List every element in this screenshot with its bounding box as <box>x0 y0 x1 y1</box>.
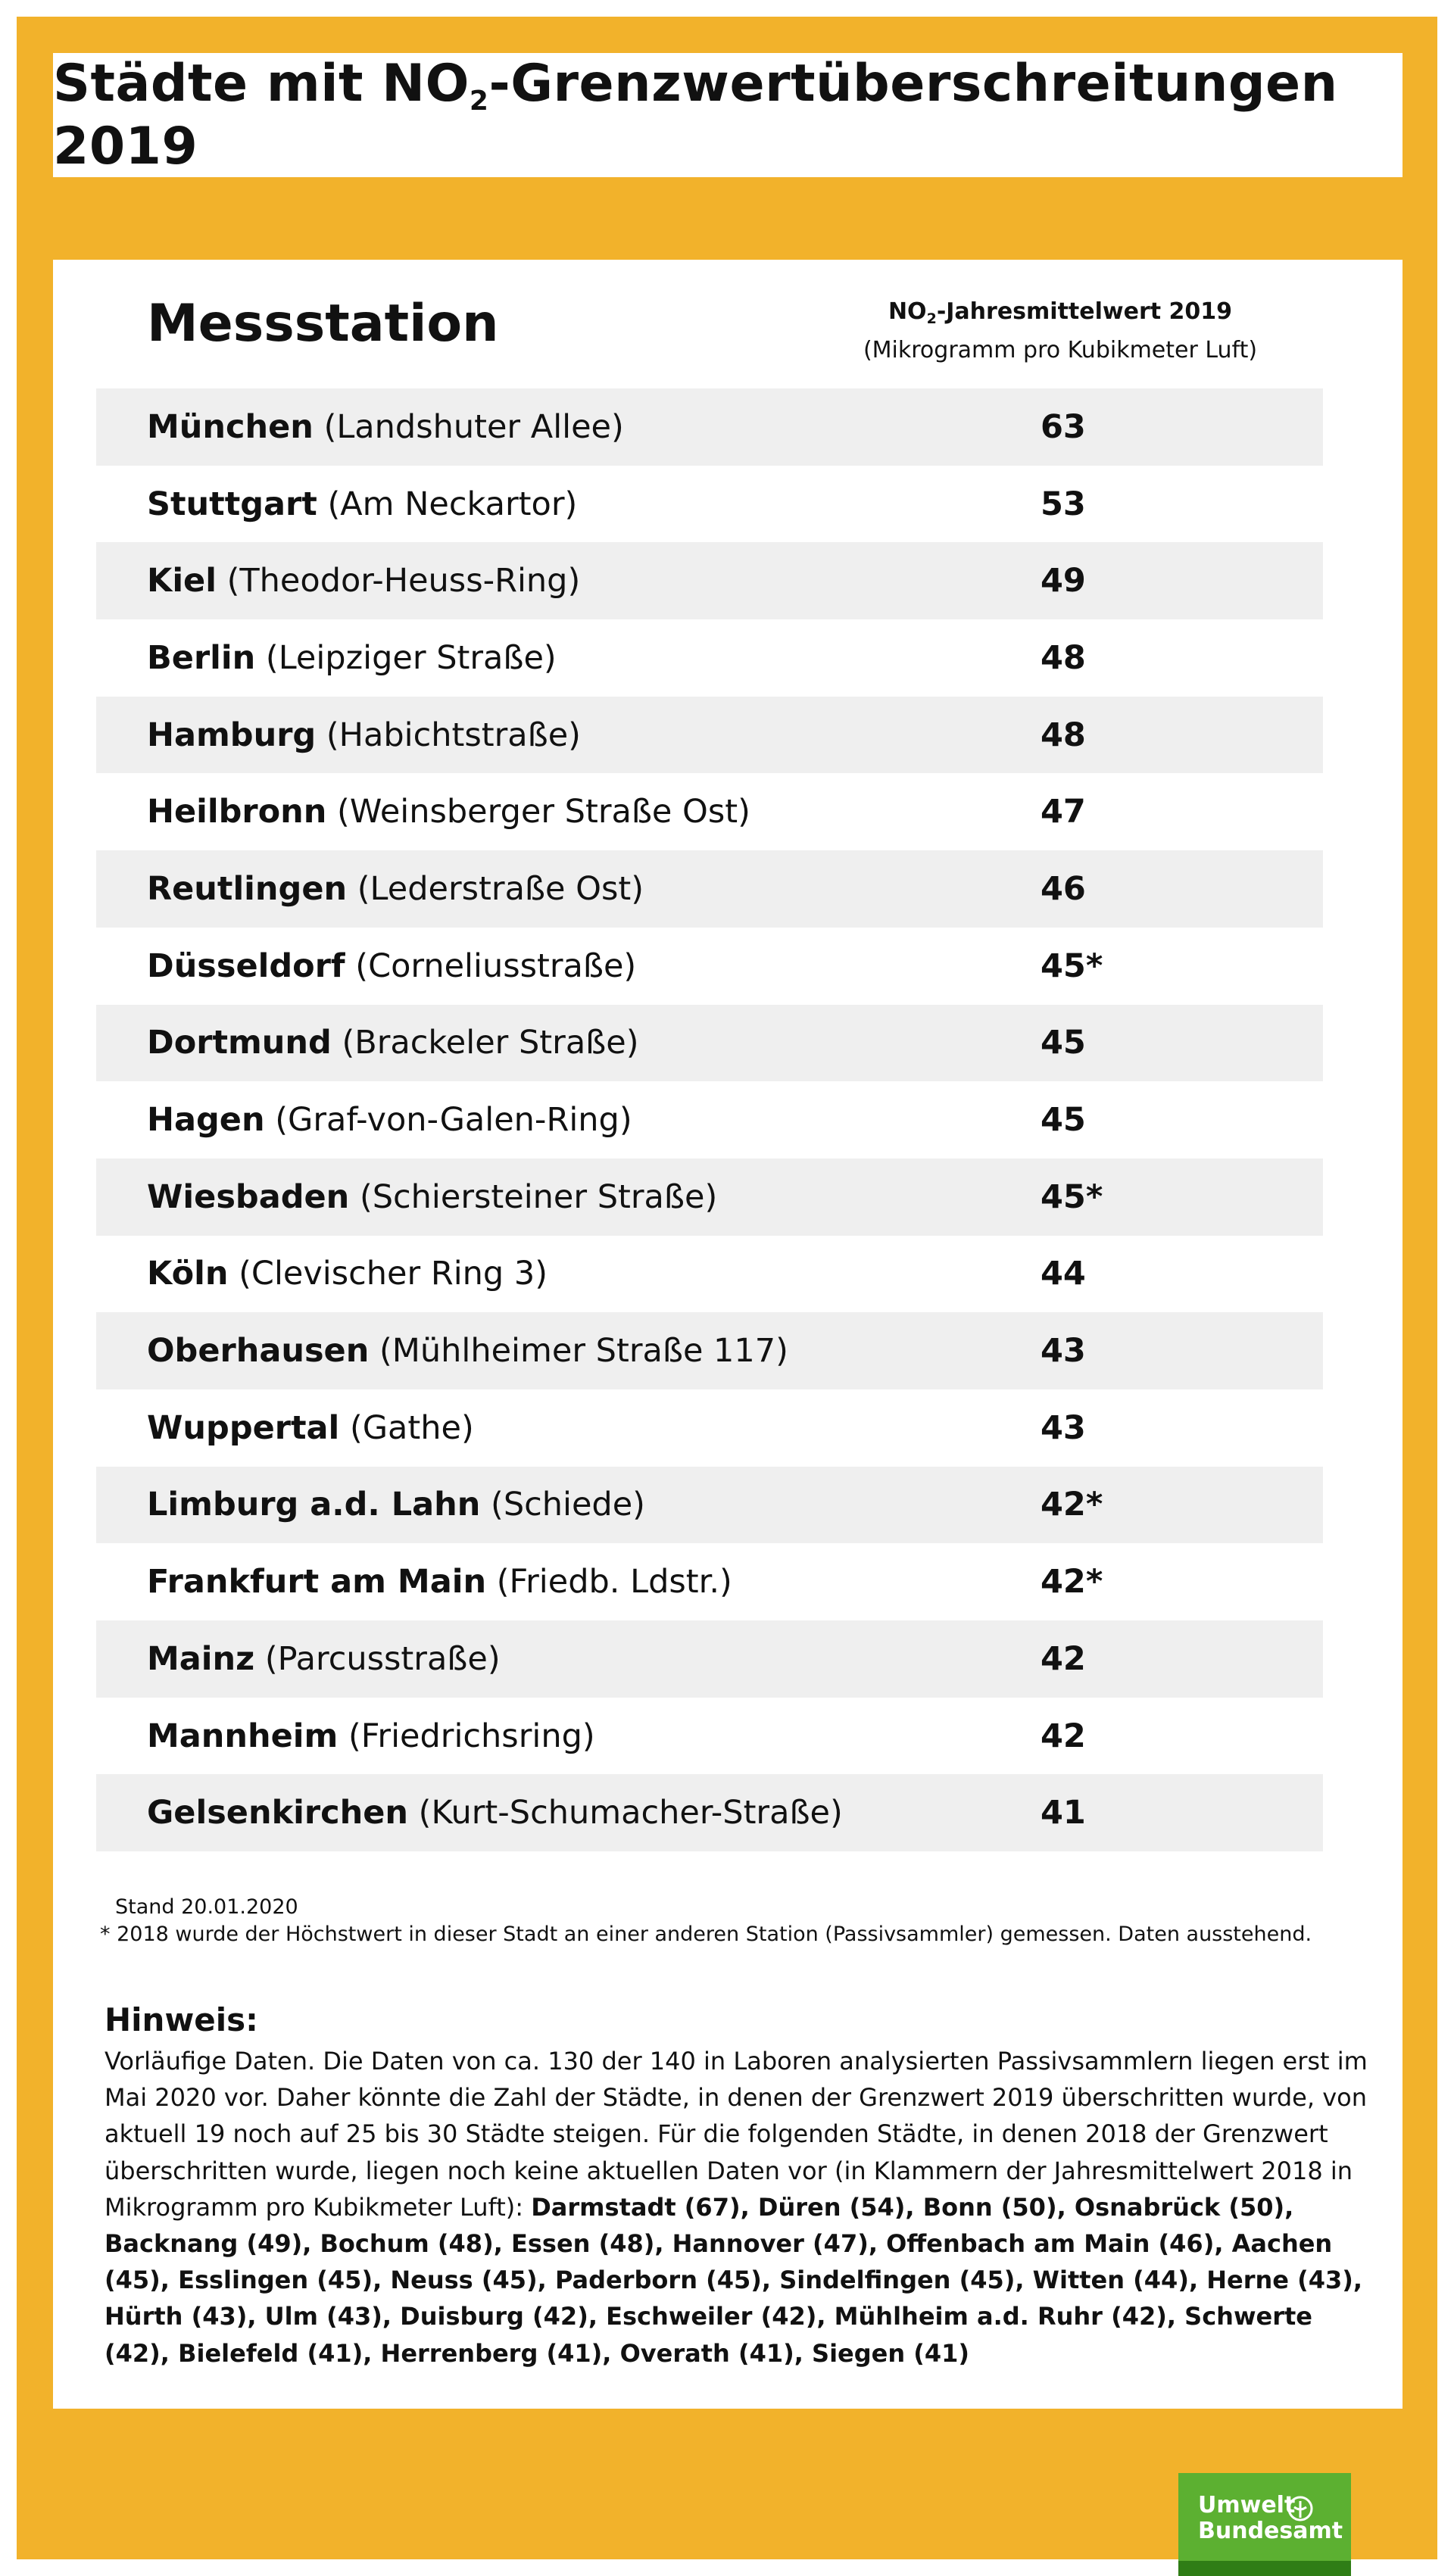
station-name: Kiel (Theodor-Heuss-Ring) <box>147 562 581 600</box>
no2-value: 42* <box>1041 1563 1103 1601</box>
no2-value: 48 <box>1041 716 1086 754</box>
table-row <box>96 466 1323 543</box>
no2-value: 43 <box>1041 1408 1086 1447</box>
no2-value: 45 <box>1041 1101 1086 1140</box>
table-row <box>96 619 1323 697</box>
stand-date: Stand 20.01.2020 <box>115 1895 298 1919</box>
content-panel <box>53 260 1403 2409</box>
table-row <box>96 542 1323 619</box>
table-row <box>96 1005 1323 1082</box>
hint-text: Vorläufige Daten. Die Daten von ca. 130 der 140 in Laboren analysierten Passivsammlern liegen erst im Mai 2020 vor. Daher könnte die Zahl der Städte, in denen der Grenzwert 2019 überschritten wurde, von aktuell 19 noch auf 25 bis 30 Städte steigen. Für die folgenden Städte, in denen 2018 der Grenzwert überschritten wurde, liegen noch keine aktuellen Daten vor (in Klammern der Jahresmittelwert 2018 in Mikrogramm pro Kubikmeter Luft): Darmstadt (67), Düren (54), Bonn (50), Osnabrück (50), Backnang (49), Bochum (48), Essen (48), Hannover (47), Offenbach am Main (46), Aachen (45), Esslingen (45), Neuss (45), Paderborn (45), Sindelfingen (45), Witten (44), Herne (43), Hürth (43), Ulm (43), Duisburg (42), Eschweiler (42), Mühlheim a.d. Ruhr (42), Schwerte (42), Bielefeld (41), Herrenberg (41), Overath (41), Siegen (41) <box>105 2047 1368 2368</box>
title-banner <box>53 53 1403 177</box>
table-row <box>96 850 1323 928</box>
no2-value: 63 <box>1041 407 1086 446</box>
logo-bar <box>1178 2561 1351 2576</box>
station-name: Berlin (Leipziger Straße) <box>147 638 557 677</box>
no2-value: 47 <box>1041 793 1086 831</box>
table-row <box>96 1698 1323 1775</box>
logo-text: Umwelt Bundesamt <box>1198 2492 1343 2544</box>
no2-value: 48 <box>1041 638 1086 677</box>
no2-value: 45 <box>1041 1024 1086 1062</box>
station-name: Reutlingen (Lederstraße Ost) <box>147 869 644 908</box>
asterisk-footnote: * 2018 wurde der Höchstwert in dieser Stadt an einer anderen Station (Passivsammler) gemessen. Daten ausstehend. <box>100 1923 1312 1946</box>
no2-value: 49 <box>1041 562 1086 600</box>
no2-value: 42 <box>1041 1639 1086 1678</box>
table-row <box>96 773 1323 850</box>
table-row <box>96 388 1323 466</box>
table-row <box>96 1467 1323 1544</box>
station-name: Frankfurt am Main (Friedb. Ldstr.) <box>147 1563 732 1601</box>
value-column-header: $NO_2$-Jahresmittelwert 2019 (Mikrogramm pro Kubikmeter Luft) <box>863 298 1258 363</box>
no2-value: 44 <box>1041 1255 1086 1293</box>
station-name: Köln (Clevischer Ring 3) <box>147 1255 548 1293</box>
station-name: Dortmund (Brackeler Straße) <box>147 1024 639 1062</box>
station-name: München (Landshuter Allee) <box>147 407 624 446</box>
no2-value: 41 <box>1041 1794 1086 1832</box>
umweltbundesamt-logo <box>1178 2473 1351 2576</box>
station-name: Oberhausen (Mühlheimer Straße 117) <box>147 1332 788 1371</box>
no2-value: 42 <box>1041 1717 1086 1755</box>
table-row <box>96 1159 1323 1236</box>
no2-value: 43 <box>1041 1332 1086 1371</box>
footnotes <box>100 1894 1372 1948</box>
leaf-icon <box>1287 2496 1313 2521</box>
station-column-header: Messstation <box>147 294 499 354</box>
hint-title: Hinweis: <box>105 2001 258 2038</box>
station-name: Mainz (Parcusstraße) <box>147 1639 501 1678</box>
station-name: Mannheim (Friedrichsring) <box>147 1717 595 1755</box>
page-title: Städte mit $NO_2$-Grenzwertüberschreitungen 2019 <box>53 54 1338 176</box>
no2-value: 53 <box>1041 485 1086 523</box>
no2-value: 46 <box>1041 869 1086 908</box>
station-name: Wiesbaden (Schiersteiner Straße) <box>147 1177 718 1216</box>
station-name: Gelsenkirchen (Kurt-Schumacher-Straße) <box>147 1794 843 1832</box>
station-table <box>96 388 1323 1851</box>
table-row <box>96 1774 1323 1851</box>
table-row <box>96 1543 1323 1620</box>
table-row <box>96 1312 1323 1389</box>
hint-section <box>105 2001 1384 2372</box>
table-row <box>96 1389 1323 1467</box>
station-name: Wuppertal (Gathe) <box>147 1408 474 1447</box>
no2-value: 45* <box>1041 1177 1103 1216</box>
table-row <box>96 697 1323 774</box>
station-name: Hamburg (Habichtstraße) <box>147 716 581 754</box>
station-name: Limburg a.d. Lahn (Schiede) <box>147 1486 645 1524</box>
table-row <box>96 928 1323 1005</box>
hint-city-list: Darmstadt (67), Düren (54), Bonn (50), Osnabrück (50), Backnang (49), Bochum (48), Essen (48), Hannover (47), Offenbach am Main (46), Aachen (45), Esslingen (45), Neuss (45), Paderborn (45), Sindelfingen (45), Witten (44), Herne (43), Hürth (43), Ulm (43), Duisburg (42), Eschweiler (42), Mühlheim a.d. Ruhr (42), Schwerte (42), Bielefeld (41), Herrenberg (41), Overath (41), Siegen (41) <box>105 2192 1363 2368</box>
no2-value: 45* <box>1041 947 1103 985</box>
table-row <box>96 1620 1323 1698</box>
station-name: Düsseldorf (Corneliusstraße) <box>147 947 637 985</box>
no2-value: 42* <box>1041 1486 1103 1524</box>
table-row <box>96 1236 1323 1313</box>
station-name: Stuttgart (Am Neckartor) <box>147 485 578 523</box>
station-name: Hagen (Graf-von-Galen-Ring) <box>147 1101 632 1140</box>
station-name: Heilbronn (Weinsberger Straße Ost) <box>147 793 750 831</box>
table-row <box>96 1081 1323 1159</box>
